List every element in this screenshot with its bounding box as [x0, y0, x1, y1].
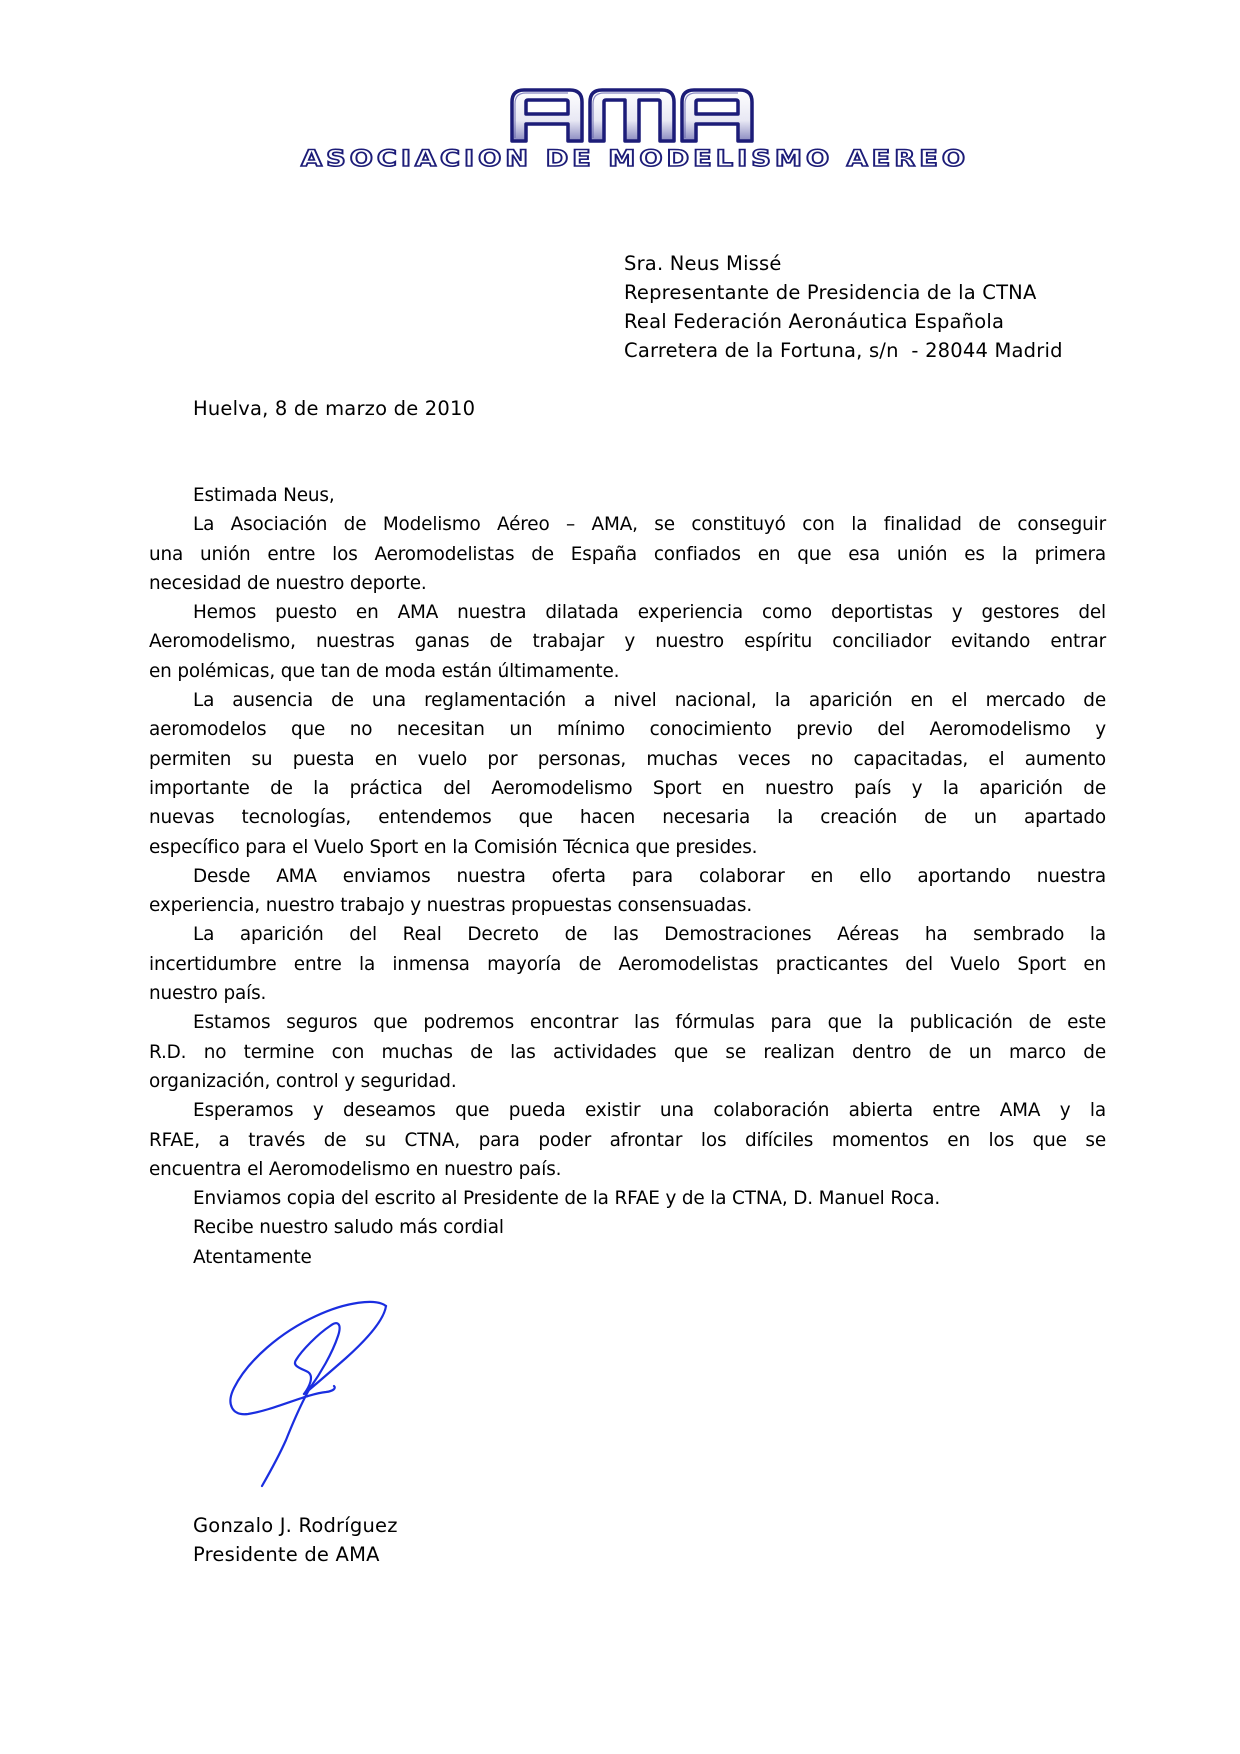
recipient-title: Representante de Presidencia de la CTNA — [624, 281, 1037, 304]
closing-greeting: Recibe nuestro saludo más cordial — [193, 1217, 504, 1239]
paragraph-1-line: necesidad de nuestro deporte. — [149, 572, 427, 594]
paragraph-2-line: Aeromodelismo, nuestras ganas de trabajar y nuestro espíritu conciliador evitando entrar — [149, 631, 1106, 653]
paragraph-3-line: importante de la práctica del Aeromodelismo Sport en nuestro país y la aparición de — [149, 777, 1106, 799]
salutation: Estimada Neus, — [193, 485, 335, 506]
signer-position: Presidente de AMA — [193, 1543, 380, 1567]
paragraph-2-line: en polémicas, que tan de moda están últimamente. — [149, 660, 620, 682]
paragraph-3-line: nuevas tecnologías, entendemos que hacen necesaria la creación de un apartado — [149, 807, 1106, 829]
paragraph-4-line: experiencia, nuestro trabajo y nuestras propuestas consensuadas. — [149, 895, 753, 917]
paragraph-6-line: organización, control y seguridad. — [149, 1070, 457, 1092]
signer-name: Gonzalo J. Rodríguez — [193, 1514, 398, 1537]
paragraph-2-line: Hemos puesto en AMA nuestra dilatada experiencia como deportistas y gestores del — [193, 602, 1106, 624]
paragraph-7-line: Esperamos y deseamos que pueda existir una colaboración abierta entre AMA y la — [193, 1100, 1106, 1122]
logo-letters-ama — [512, 90, 752, 141]
paragraph-3-line: permiten su puesta en vuelo por personas, muchas veces no capacitadas, el aumento — [149, 748, 1106, 770]
recipient-name: Sra. Neus Missé — [624, 252, 782, 275]
paragraph-7-line: RFAE, a través de su CTNA, para poder afrontar los difíciles momentos en los que se — [149, 1129, 1106, 1151]
handwritten-signature — [226, 1290, 396, 1490]
recipient-address: Carretera de la Fortuna, s/n - 28044 Madrid — [624, 339, 1063, 362]
paragraph-7-line: encuentra el Aeromodelismo en nuestro país. — [149, 1158, 562, 1180]
paragraph-8-line: Enviamos copia del escrito al Presidente de la RFAE y de la CTNA, D. Manuel Roca. — [193, 1188, 941, 1210]
logo-subtitle: ASOCIACION DE MODELISMO AEREO — [301, 147, 969, 172]
signer-block — [193, 1511, 398, 1570]
paragraph-4-line: Desde AMA enviamos nuestra oferta para colaborar en ello aportando nuestra — [193, 865, 1106, 887]
paragraph-3-line: específico para el Vuelo Sport en la Comisión Técnica que presides. — [149, 836, 758, 858]
paragraph-3-line: La ausencia de una reglamentación a nivel nacional, la aparición en el mercado de — [193, 690, 1106, 712]
paragraph-1-line: La Asociación de Modelismo Aéreo – AMA, se constituyó con la finalidad de conseguir — [193, 514, 1106, 536]
paragraph-1-line: una unión entre los Aeromodelistas de España confiados en que esa unión es la primera — [149, 543, 1106, 565]
ama-logo-graphic — [290, 84, 980, 174]
letter-body — [149, 481, 1106, 1272]
paragraph-6-line: R.D. no termine con muchas de las actividades que se realizan dentro de un marco de — [149, 1041, 1106, 1063]
recipient-address-block — [624, 249, 1063, 365]
paragraph-6-line: Estamos seguros que podremos encontrar las fórmulas para que la publicación de este — [193, 1012, 1106, 1034]
closing-atentamente: Atentamente — [193, 1246, 312, 1268]
paragraph-5-line: La aparición del Real Decreto de las Demostraciones Aéreas ha sembrado la — [193, 924, 1106, 946]
signature-graphic — [226, 1290, 396, 1490]
recipient-organization: Real Federación Aeronáutica Española — [624, 310, 1005, 333]
ama-logo — [290, 84, 980, 174]
paragraph-5-line: incertidumbre entre la inmensa mayoría de Aeromodelistas practicantes del Vuelo Sport en — [149, 953, 1106, 975]
letter-date: Huelva, 8 de marzo de 2010 — [193, 397, 476, 420]
paragraph-5-line: nuestro país. — [149, 983, 267, 1005]
paragraph-3-line: aeromodelos que no necesitan un mínimo conocimiento previo del Aeromodelismo y — [149, 719, 1106, 741]
